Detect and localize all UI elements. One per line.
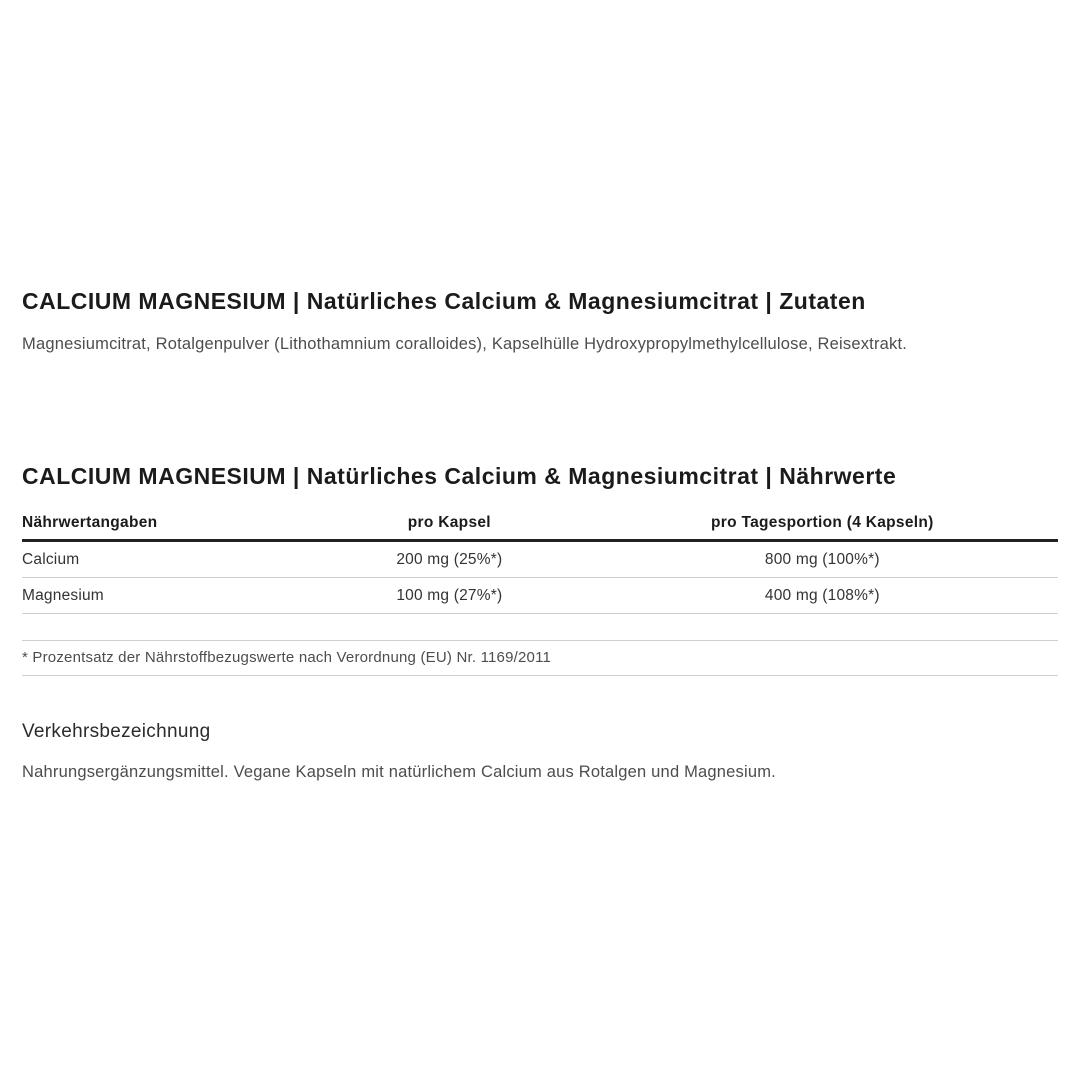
ingredients-list-text: Magnesiumcitrat, Rotalgenpulver (Lithothamnium coralloides), Kapselhülle Hydroxypropylmethylcellulose, Reisextrakt. <box>22 335 908 353</box>
designation-text: Nahrungsergänzungsmittel. Vegane Kapseln mit natürlichem Calcium aus Rotalgen und Magnesium. <box>22 763 776 781</box>
footnote-box <box>22 640 1058 676</box>
nutrition-table-header-row <box>22 506 1058 541</box>
column-header-per-serving: pro Tagesportion (4 Kapseln) <box>587 506 1058 541</box>
nutrition-table-wrap <box>22 506 1058 614</box>
designation-section-title: Verkehrsbezeichnung <box>22 721 211 742</box>
cell-magnesium-per-serving: 400 mg (108%*) <box>587 578 1058 614</box>
cell-calcium-per-capsule: 200 mg (25%*) <box>312 541 587 578</box>
ingredients-section-title: CALCIUM MAGNESIUM | Natürliches Calcium & Magnesiumcitrat | Zutaten <box>22 288 866 314</box>
cell-calcium-name: Calcium <box>22 541 312 578</box>
column-header-per-capsule: pro Kapsel <box>312 506 587 541</box>
nutrition-section-title: CALCIUM MAGNESIUM | Natürliches Calcium & Magnesiumcitrat | Nährwerte <box>22 463 897 489</box>
cell-magnesium-per-capsule: 100 mg (27%*) <box>312 578 587 614</box>
cell-calcium-per-serving: 800 mg (100%*) <box>587 541 1058 578</box>
nutrient-reference-footnote: * Prozentsatz der Nährstoffbezugswerte nach Verordnung (EU) Nr. 1169/2011 <box>22 649 552 666</box>
column-header-nutrient: Nährwertangaben <box>22 506 312 541</box>
table-row-magnesium <box>22 578 1058 614</box>
table-row-calcium <box>22 541 1058 578</box>
nutrition-table <box>22 506 1058 614</box>
cell-magnesium-name: Magnesium <box>22 578 312 614</box>
